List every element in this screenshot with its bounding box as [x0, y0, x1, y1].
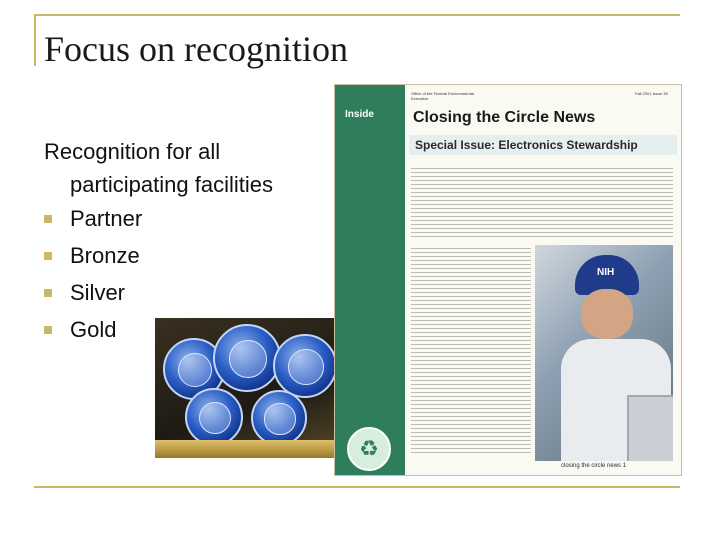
- newsletter-sidebar: [335, 85, 405, 475]
- square-bullet-icon: [44, 326, 52, 334]
- bullet-item: Silver: [44, 274, 334, 311]
- article-text-block: [411, 245, 531, 455]
- special-issue-banner: [409, 135, 677, 155]
- award-base: [155, 440, 339, 458]
- lead-text: [44, 133, 334, 200]
- sidebar-contents: [343, 129, 401, 415]
- bottom-rule: [34, 486, 680, 488]
- award-medallion: [213, 324, 281, 392]
- square-bullet-icon: [44, 252, 52, 260]
- slide-title: Focus on recognition: [44, 29, 348, 69]
- special-issue-title: Special Issue: Electronics Stewardship: [415, 138, 638, 152]
- award-medallion: [251, 390, 307, 446]
- newsletter-office: Office of the Federal Environmental Executive: [411, 91, 474, 101]
- square-bullet-icon: [44, 215, 52, 223]
- newsletter-issue: Fall 2001 Issue 35: [635, 91, 668, 96]
- newsletter-footer: closing the circle news 1: [561, 463, 627, 469]
- sidebar-heading: Inside: [345, 109, 374, 120]
- cap-logo: NIH: [597, 267, 615, 278]
- awards-photo: [155, 318, 339, 458]
- slide-body: [44, 133, 334, 348]
- monitor-graphic: [627, 395, 673, 461]
- bullet-item: Partner: [44, 200, 334, 237]
- frame-top-rule: [34, 14, 680, 16]
- bullet-item: Gold: [44, 311, 334, 348]
- newsletter-columns: [411, 165, 673, 455]
- frame-vertical-rule: [34, 14, 36, 66]
- lead-line-1: Recognition for all: [44, 139, 221, 164]
- award-medallion: [185, 388, 243, 446]
- newsletter-masthead: Closing the Circle News: [413, 109, 596, 126]
- lead-line-2: participating facilities: [70, 172, 273, 197]
- recycle-logo-icon: ♻: [347, 427, 391, 471]
- newsletter-cover: [334, 84, 682, 476]
- newsletter-photo: [535, 245, 673, 461]
- square-bullet-icon: [44, 289, 52, 297]
- award-medallion: [273, 334, 337, 398]
- bullet-item: Bronze: [44, 237, 334, 274]
- article-text-block: [411, 165, 673, 239]
